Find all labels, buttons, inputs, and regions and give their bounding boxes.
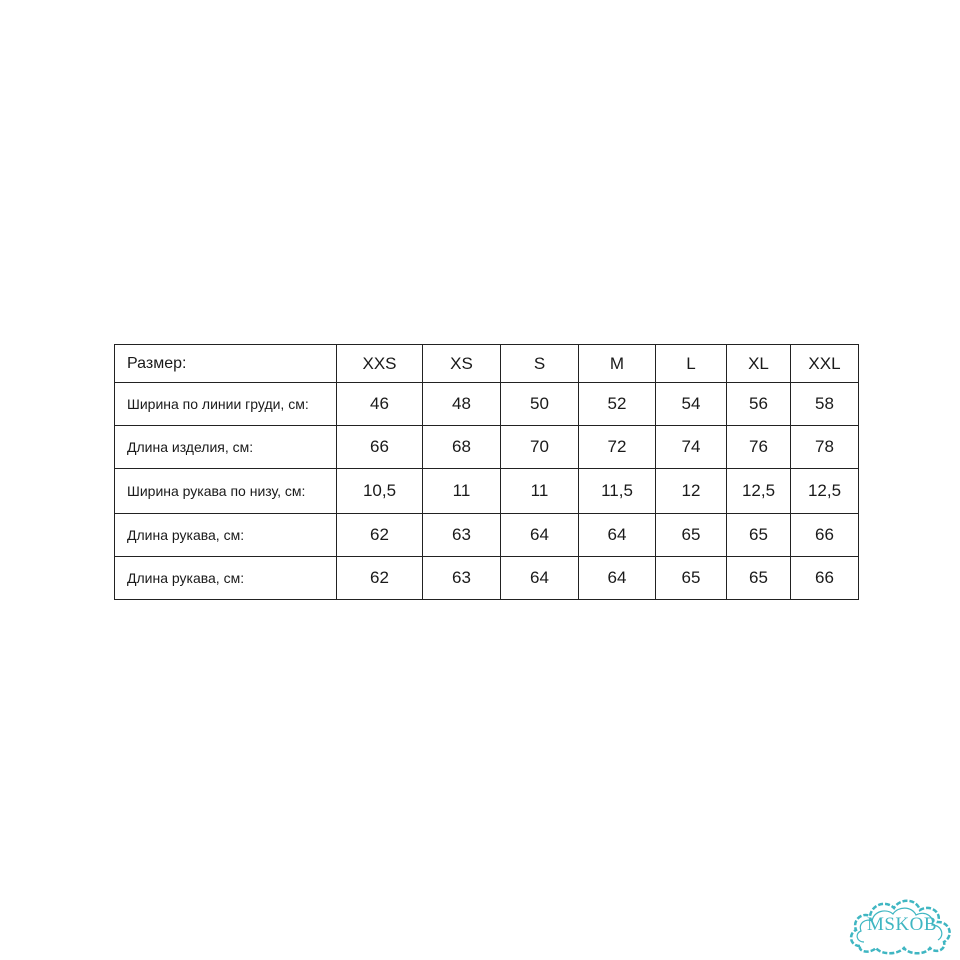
size-chart-table <box>114 344 859 600</box>
row-label-cell: Длина изделия, см: <box>115 426 337 469</box>
size-header-cell: XL <box>727 345 791 383</box>
size-header-cell: S <box>501 345 579 383</box>
value-cell: 63 <box>423 557 501 600</box>
watermark-logo <box>846 888 958 958</box>
table-header-row <box>115 345 859 383</box>
value-cell: 11,5 <box>579 469 656 514</box>
value-cell: 11 <box>423 469 501 514</box>
size-header-cell: XXS <box>337 345 423 383</box>
row-label-cell: Длина рукава, см: <box>115 514 337 557</box>
value-cell: 65 <box>656 514 727 557</box>
value-cell: 12,5 <box>791 469 859 514</box>
table-row <box>115 557 859 600</box>
row-label-cell: Ширина по линии груди, см: <box>115 383 337 426</box>
value-cell: 56 <box>727 383 791 426</box>
value-cell: 68 <box>423 426 501 469</box>
header-label-cell: Размер: <box>115 345 337 383</box>
size-header-cell: L <box>656 345 727 383</box>
value-cell: 52 <box>579 383 656 426</box>
table-row <box>115 514 859 557</box>
value-cell: 64 <box>579 557 656 600</box>
row-label-cell: Ширина рукава по низу, см: <box>115 469 337 514</box>
value-cell: 12 <box>656 469 727 514</box>
value-cell: 74 <box>656 426 727 469</box>
row-label-cell: Длина рукава, см: <box>115 557 337 600</box>
size-header-cell: XS <box>423 345 501 383</box>
value-cell: 64 <box>501 557 579 600</box>
value-cell: 76 <box>727 426 791 469</box>
value-cell: 70 <box>501 426 579 469</box>
size-header-cell: XXL <box>791 345 859 383</box>
value-cell: 62 <box>337 557 423 600</box>
watermark-text: MSKOB <box>866 914 938 935</box>
size-header-cell: M <box>579 345 656 383</box>
value-cell: 65 <box>727 557 791 600</box>
table-row <box>115 469 859 514</box>
value-cell: 72 <box>579 426 656 469</box>
value-cell: 54 <box>656 383 727 426</box>
value-cell: 50 <box>501 383 579 426</box>
value-cell: 58 <box>791 383 859 426</box>
table-row <box>115 426 859 469</box>
table-row <box>115 383 859 426</box>
value-cell: 11 <box>501 469 579 514</box>
value-cell: 66 <box>791 557 859 600</box>
value-cell: 65 <box>656 557 727 600</box>
value-cell: 65 <box>727 514 791 557</box>
value-cell: 64 <box>501 514 579 557</box>
value-cell: 62 <box>337 514 423 557</box>
value-cell: 10,5 <box>337 469 423 514</box>
value-cell: 64 <box>579 514 656 557</box>
value-cell: 46 <box>337 383 423 426</box>
value-cell: 63 <box>423 514 501 557</box>
value-cell: 66 <box>791 514 859 557</box>
value-cell: 66 <box>337 426 423 469</box>
value-cell: 12,5 <box>727 469 791 514</box>
value-cell: 48 <box>423 383 501 426</box>
value-cell: 78 <box>791 426 859 469</box>
